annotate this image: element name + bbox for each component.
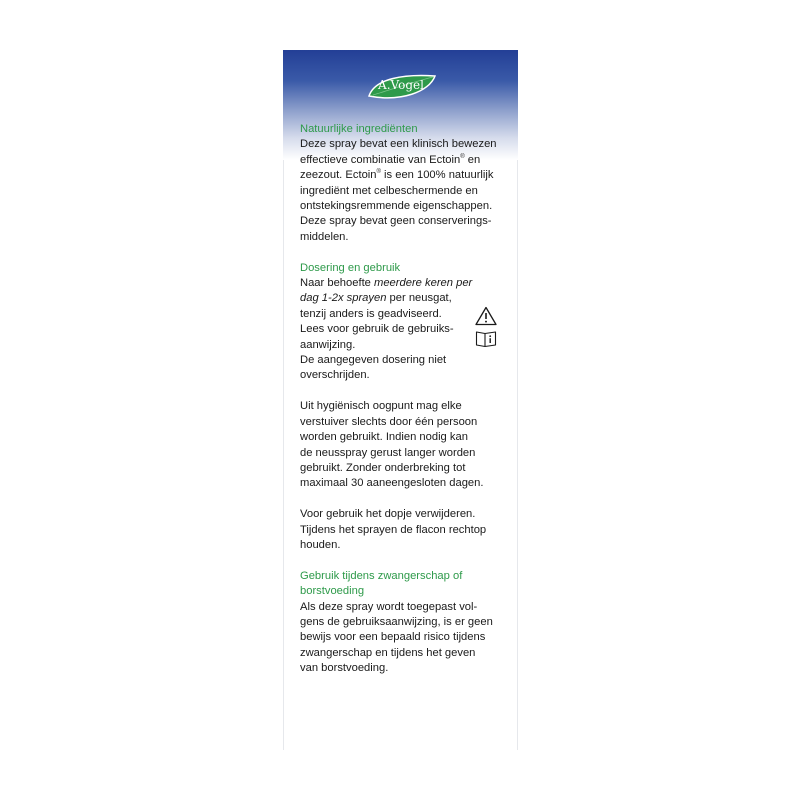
text-line: dag 1-2x sprayen per neusgat, [300,292,452,305]
text-line: ontstekingsremmende eigenschappen. [300,200,493,213]
package-text [300,122,515,692]
text-line: bewijs voor een bepaald risico tijdens [300,631,486,644]
text-line: zwangerschap en tijdens het geven [300,646,476,659]
section-heading: Gebruik tijdens zwangerschap of [300,569,463,582]
text-line: de neusspray gerust langer worden [300,446,476,459]
text-line: Als deze spray wordt toegepast vol- [300,600,478,613]
logo-text: A.Vogel [378,78,424,92]
section-heading: borstvoeding [300,585,365,598]
text-line: gebruikt. Zonder onderbreking tot [300,461,466,474]
emphasis-text: dag 1-2x sprayen [300,292,387,305]
brand-logo [365,72,437,102]
text-line: Uit hygiënisch oogpunt mag elke [300,400,462,413]
text-line: van borstvoeding. [300,662,389,675]
section-heading: Dosering en gebruik [300,261,401,274]
text-line: maximaal 30 aaneengesloten dagen. [300,477,484,490]
text-line: aanwijzing. [300,338,356,351]
text-line: Deze spray bevat een klinisch bewezen [300,138,497,151]
text-line: Tijdens het sprayen de flacon rechtop [300,523,487,536]
text-line: Naar behoefte meerdere keren per [300,277,473,290]
text-line: middelen. [300,230,349,243]
text-line: worden gebruikt. Indien nodig kan [300,431,468,444]
text-line: tenzij anders is geadviseerd. [300,307,442,320]
text-line: De aangegeven dosering niet [300,354,447,367]
text-line: Lees voor gebruik de gebruiks- [300,323,454,336]
usage-icons [475,306,499,352]
emphasis-text: meerdere keren per [374,277,473,290]
text-line: Deze spray bevat geen conserverings- [300,215,492,228]
text-line: verstuiver slechts door één persoon [300,415,478,428]
text-line: gens de gebruiksaanwijzing, is er geen [300,615,493,628]
instruction-booklet-icon [475,330,497,348]
text-line: ingrediënt met celbeschermende en [300,184,478,197]
package-side-panel [283,50,518,750]
section-hygiene [300,399,515,491]
section-heading: Natuurlijke ingrediënten [300,123,418,135]
section-cap-instructions [300,507,515,553]
text-line: zeezout. Ectoin® is een 100% natuurlijk [300,169,494,182]
warning-triangle-icon [475,306,497,326]
text-line: overschrijden. [300,369,370,382]
section-pregnancy [300,569,515,677]
text-line: Voor gebruik het dopje verwijderen. [300,508,476,521]
text-line: houden. [300,538,341,551]
section-natural-ingredients [300,122,515,245]
text-line: effectieve combinatie van Ectoin® en [300,153,481,166]
